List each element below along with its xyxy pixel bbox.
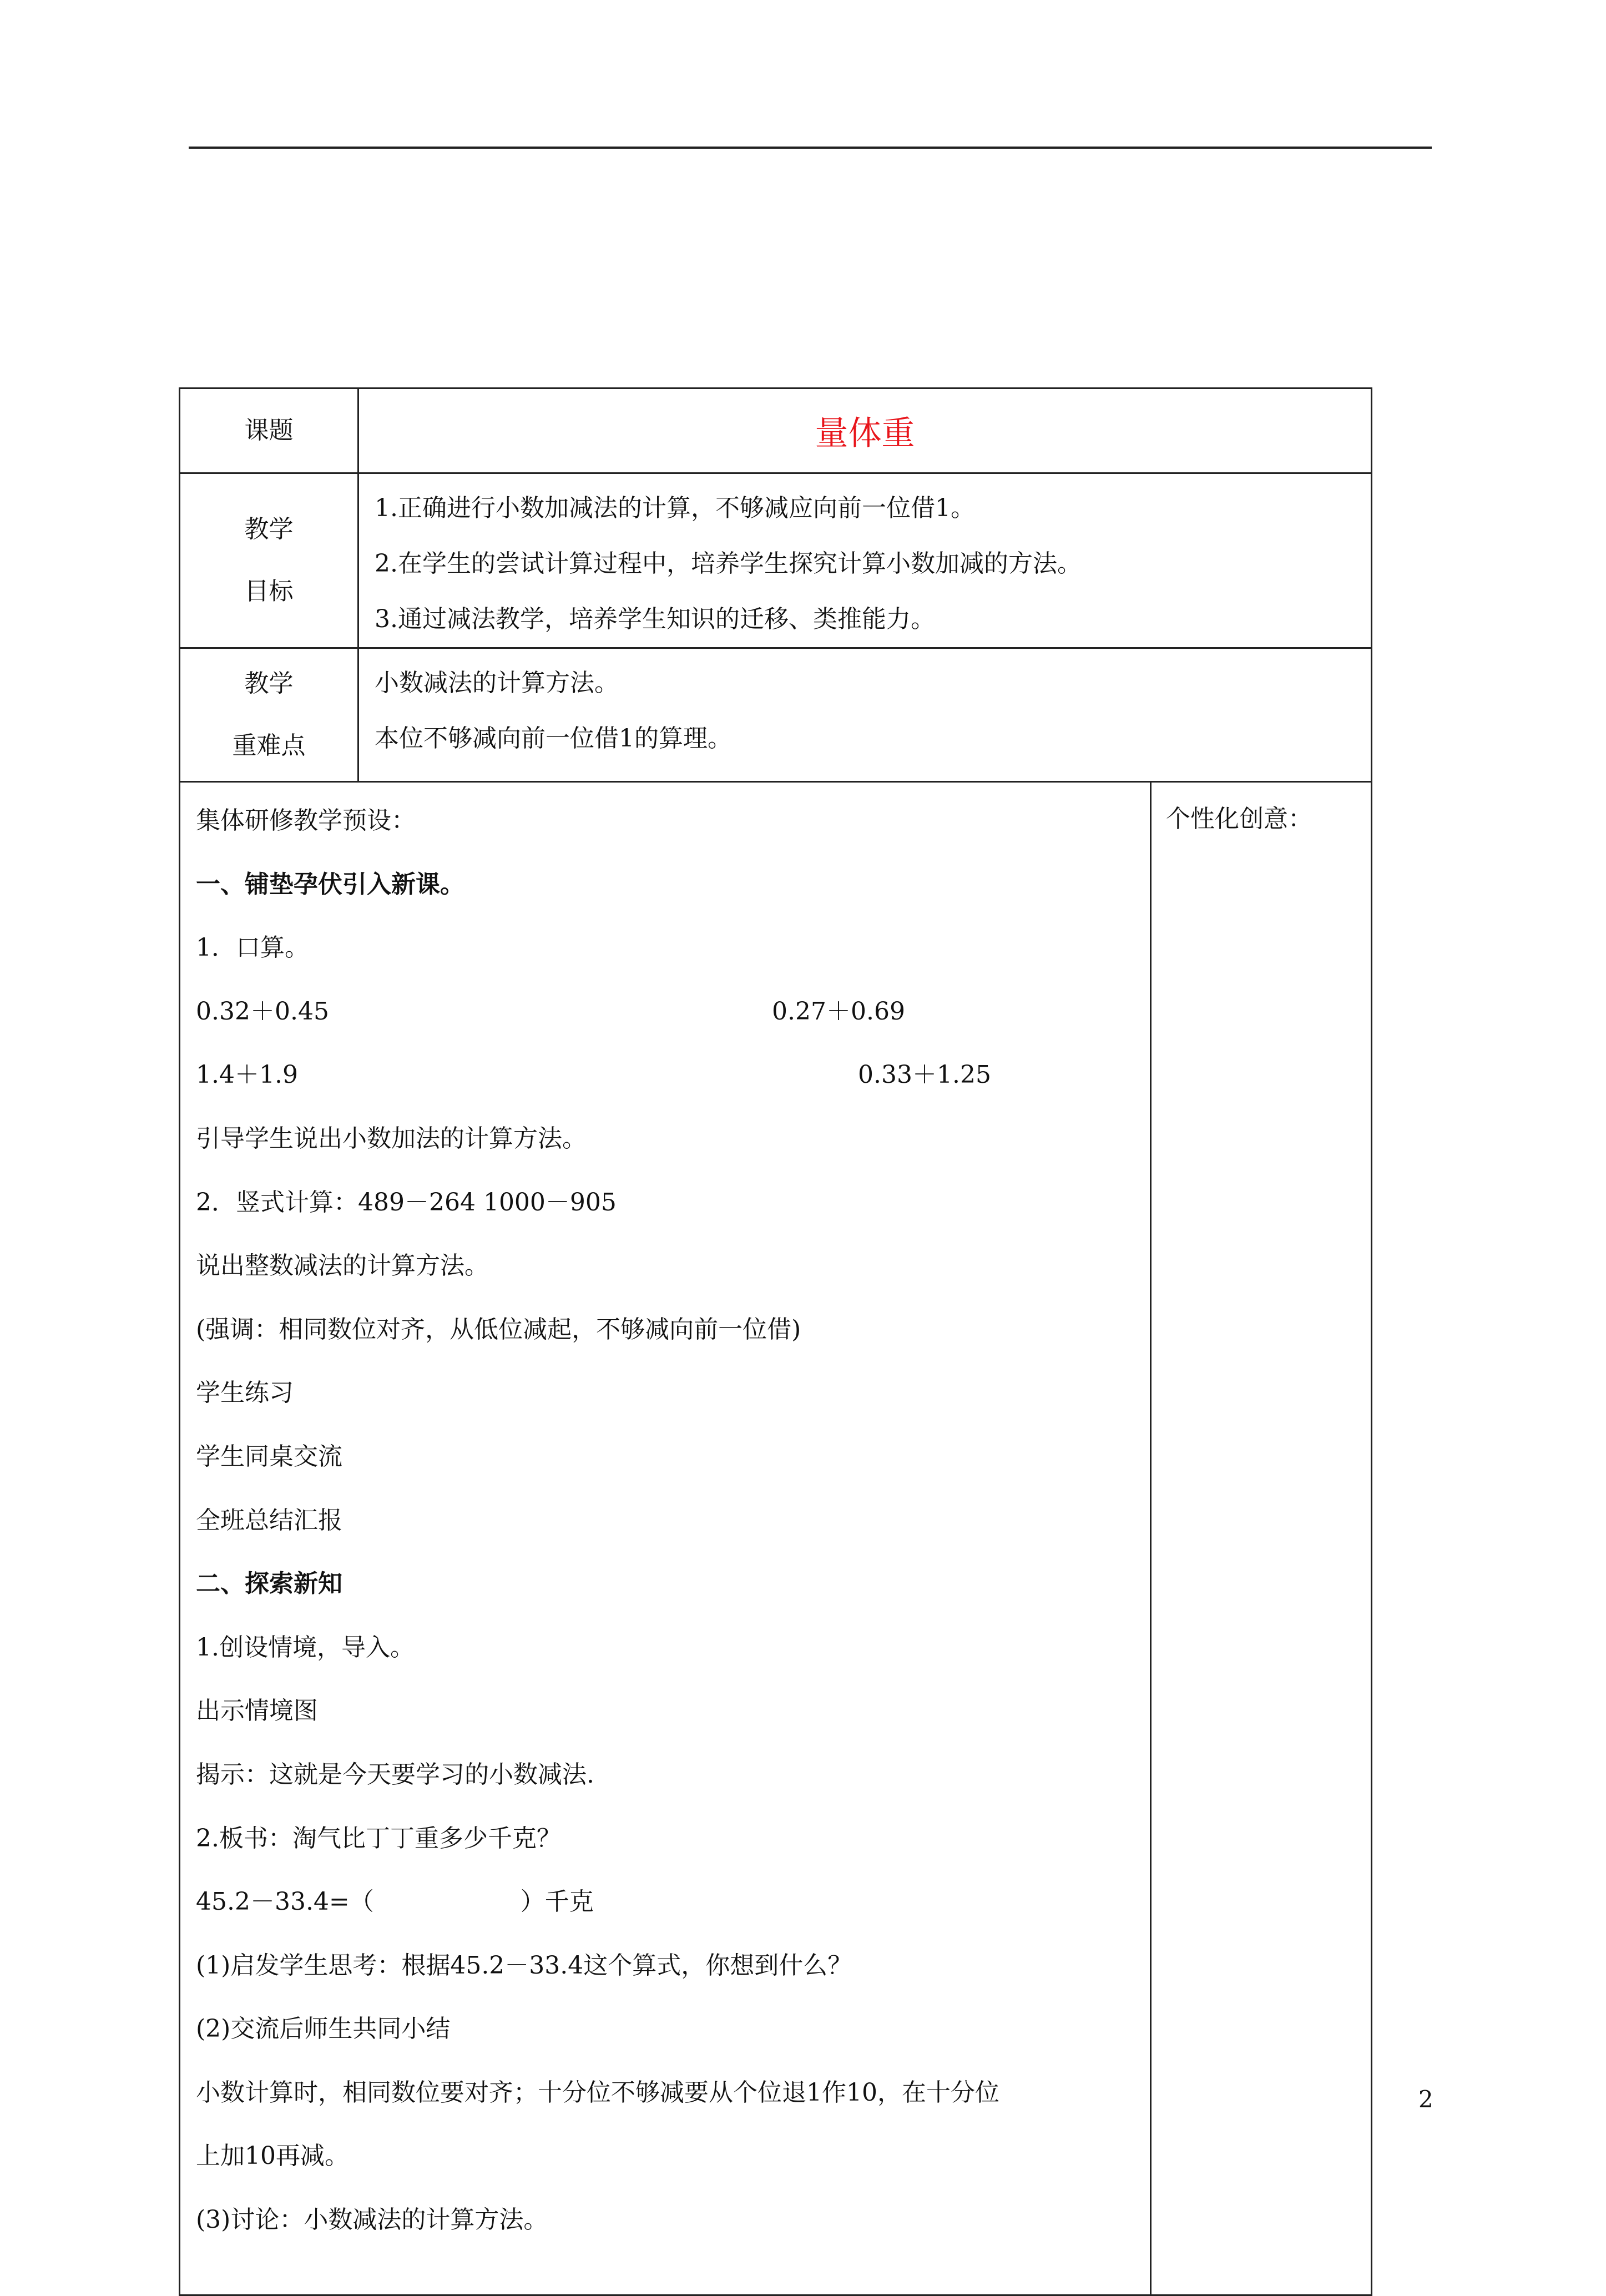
goals-cell bbox=[358, 473, 1372, 648]
header-rule bbox=[189, 147, 1432, 149]
keypoints-cell bbox=[358, 648, 1372, 782]
goals-label-line2: 目标 bbox=[244, 577, 294, 605]
calc-expression: 0.32＋0.45 bbox=[196, 997, 329, 1026]
discuss: (3)讨论：小数减法的计算方法。 bbox=[196, 2206, 548, 2234]
lesson-content-cell bbox=[180, 782, 1151, 2295]
page-number: 2 bbox=[1418, 2086, 1433, 2113]
section-heading-2: 二、探索新知 bbox=[196, 1570, 342, 1598]
class-summary: 全班总结汇报 bbox=[196, 1506, 342, 1535]
goal-item: 1.正确进行小数加减法的计算，不够减应向前一位借1。 bbox=[375, 494, 975, 522]
emphasis-note: (强调：相同数位对齐，从低位减起，不够减向前一位借) bbox=[196, 1315, 801, 1344]
exchange-summary: (2)交流后师生共同小结 bbox=[196, 2015, 451, 2043]
keypoint-item: 小数减法的计算方法。 bbox=[375, 669, 619, 697]
show-picture: 出示情境图 bbox=[196, 1697, 318, 1725]
reveal: 揭示：这就是今天要学习的小数减法. bbox=[196, 1760, 594, 1789]
goals-label-line1: 教学 bbox=[244, 515, 294, 543]
rule-line-1: 小数计算时，相同数位要对齐；十分位不够减要从个位退1作10，在十分位 bbox=[196, 2078, 999, 2107]
goals-label bbox=[180, 473, 358, 648]
content-heading: 集体研修教学预设： bbox=[196, 806, 416, 835]
section-heading-1: 一、铺垫孕伏引入新课。 bbox=[196, 870, 464, 899]
goal-item: 2.在学生的尝试计算过程中，培养学生探究计算小数加减的方法。 bbox=[375, 549, 1082, 578]
guide-addition: 引导学生说出小数加法的计算方法。 bbox=[196, 1124, 587, 1153]
topic-label: 课题 bbox=[180, 388, 358, 473]
topic-title-cell bbox=[358, 388, 1372, 473]
keypoint-item: 本位不够减向前一位借1的算理。 bbox=[375, 724, 732, 753]
keypoints-row bbox=[180, 648, 1372, 782]
keypoints-label bbox=[180, 648, 358, 782]
calc-expression: 1.4＋1.9 bbox=[196, 1061, 298, 1089]
calc-row-2 bbox=[196, 1043, 1150, 1107]
personal-creativity-cell bbox=[1151, 782, 1372, 2295]
topic-title: 量体重 bbox=[815, 414, 915, 453]
lesson-plan-table bbox=[179, 387, 1372, 2296]
rule-line-2: 上加10再减。 bbox=[196, 2142, 349, 2171]
content-row bbox=[180, 782, 1372, 2295]
goal-item: 3.通过减法教学，培养学生知识的迁移、类推能力。 bbox=[375, 605, 935, 633]
oral-calc: 1．口算。 bbox=[196, 933, 309, 962]
say-integer-method: 说出整数减法的计算方法。 bbox=[196, 1252, 489, 1280]
goals-row bbox=[180, 473, 1372, 648]
student-practice: 学生练习 bbox=[196, 1379, 294, 1407]
think-prompt: (1)启发学生思考：根据45.2－33.4这个算式，你想到什么？ bbox=[196, 1951, 852, 1980]
keypoints-label-line1: 教学 bbox=[244, 669, 294, 698]
calc-row-1 bbox=[196, 980, 1150, 1044]
calc-expression: 0.27＋0.69 bbox=[772, 997, 905, 1026]
calc-expression: 0.33＋1.25 bbox=[858, 1061, 991, 1089]
create-context: 1.创设情境，导入。 bbox=[196, 1633, 415, 1662]
keypoints-label-line2: 重难点 bbox=[232, 731, 306, 760]
topic-row bbox=[180, 388, 1372, 473]
vertical-calc: 2．竖式计算：489－264 1000－905 bbox=[196, 1188, 617, 1217]
equation: 45.2－33.4=（ ）千克 bbox=[196, 1888, 594, 1916]
blackboard: 2.板书：淘气比丁丁重多少千克？ bbox=[196, 1824, 561, 1853]
desk-exchange: 学生同桌交流 bbox=[196, 1442, 342, 1471]
personal-label: 个性化创意： bbox=[1166, 805, 1312, 833]
